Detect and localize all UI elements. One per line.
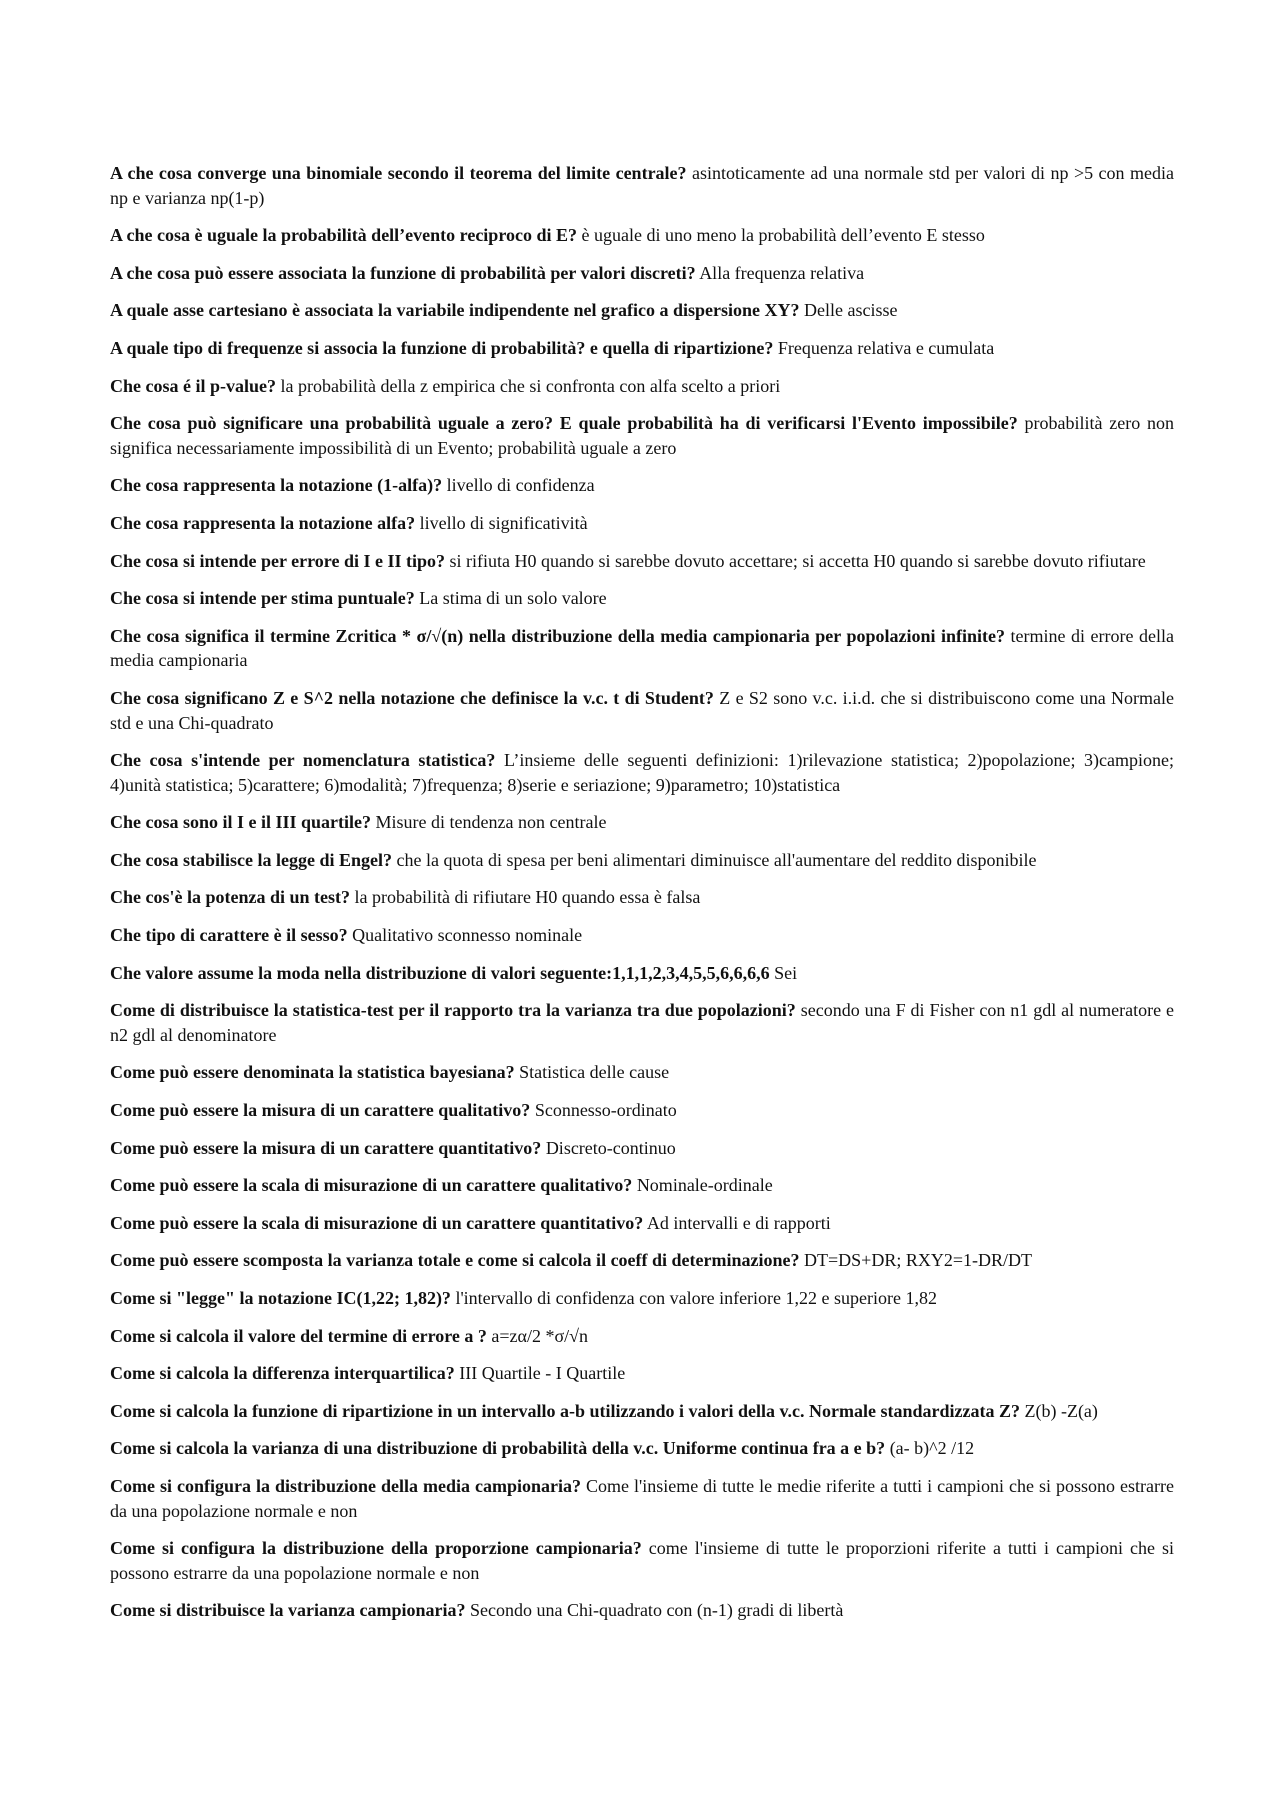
question: Come può essere la misura di un carattere quantitativo? [110,1137,542,1158]
qa-item [110,1286,1174,1311]
answer: probabilità zero non significa necessariamente impossibilità di un Evento; probabilità uguale a zero [110,413,1174,458]
qa-item [110,1136,1174,1161]
question: Che tipo di carattere è il sesso? [110,925,348,946]
question: Come può essere la scala di misurazione di un carattere qualitativo? [110,1175,633,1196]
question: Come si "legge" la notazione IC(1,22; 1,82)? [110,1288,451,1308]
answer: Discreto-continuo [545,1137,676,1158]
answer: livello di confidenza [446,475,595,496]
qa-item [110,1536,1174,1585]
answer: Z(b) -Z(a) [1024,1400,1098,1421]
question: Che cos'è la potenza di un test? [110,887,350,908]
answer: Sei [774,962,798,983]
question: Che cosa significano Z e S^2 nella notazione che definisce la v.c. t di Student? [110,687,714,708]
question: Come si configura la distribuzione della media campionaria? [110,1475,581,1496]
qa-item [110,1248,1174,1273]
question: Che cosa significa il termine Zcritica * σ/√(n) nella distribuzione della media campionaria per popolazioni infinite? [110,625,1006,646]
question: Come si distribuisce la varianza campionaria? [110,1600,466,1621]
qa-item [110,511,1174,536]
answer: Delle ascisse [803,300,898,321]
qa-item [110,161,1174,210]
qa-item [110,374,1174,399]
answer: Sconnesso-ordinato [534,1100,677,1121]
answer: (a- b)^2 /12 [889,1438,975,1459]
qa-item [110,686,1174,735]
qa-item [110,885,1174,910]
qa-item [110,810,1174,835]
question: Che cosa é il p-value? [110,375,276,396]
question: Che cosa rappresenta la notazione alfa? [110,512,416,533]
answer: DT=DS+DR; RXY2=1-DR/DT [804,1250,1032,1271]
question: A quale asse cartesiano è associata la variabile indipendente nel grafico a dispersione XY? [110,300,800,321]
answer: Qualitativo sconnesso nominale [352,925,583,946]
answer: Statistica delle cause [519,1062,670,1083]
answer: Frequenza relativa e cumulata [777,337,995,358]
qa-item [110,411,1174,460]
qa-item [110,1598,1174,1623]
answer: si rifiuta H0 quando si sarebbe dovuto accettare; si accetta H0 quando si sarebbe dovuto rifiutare [449,550,1146,571]
question: Come di distribuisce la statistica-test per il rapporto tra la varianza tra due popolazioni? [110,1000,796,1021]
qa-item [110,223,1174,248]
answer: che la quota di spesa per beni alimentari diminuisce all'aumentare del reddito disponibile [396,849,1037,870]
question: Che cosa si intende per errore di I e II tipo? [110,550,445,571]
question: Come si calcola la varianza di una distribuzione di probabilità della v.c. Uniforme continua fra a e b? [110,1438,886,1459]
qa-item [110,549,1174,574]
qa-item [110,998,1174,1047]
answer: l'intervallo di confidenza con valore inferiore 1,22 e superiore 1,82 [455,1288,937,1308]
answer: La stima di un solo valore [419,588,607,609]
qa-item [110,298,1174,323]
qa-item [110,1324,1174,1349]
qa-item [110,1361,1174,1386]
qa-item [110,1173,1174,1198]
qa-item [110,1474,1174,1523]
qa-item [110,1060,1174,1085]
answer: III Quartile - I Quartile [459,1363,626,1384]
question: Che cosa sono il I e il III quartile? [110,812,372,833]
answer: Misure di tendenza non centrale [375,812,607,833]
answer: asintoticamente ad una normale std per valori di np >5 con media np e varianza np(1-p) [110,163,1174,208]
question: Come può essere la scala di misurazione di un carattere quantitativo? [110,1212,644,1233]
qa-item [110,261,1174,286]
answer: a=zα/2 *σ/√n [491,1325,589,1346]
answer: Z e S2 sono v.c. i.i.d. che si distribuiscono come una Normale std e una Chi-quadrato [110,687,1174,733]
answer: Secondo una Chi-quadrato con (n-1) gradi di libertà [469,1600,844,1621]
answer: come l'insieme di tutte le proporzioni riferite a tutti i campioni che si possono estrarre da una popolazione normale e non [110,1538,1174,1583]
question: A che cosa può essere associata la funzione di probabilità per valori discreti? [110,262,696,283]
answer: termine di errore della media campionaria [110,625,1174,671]
answer: Come l'insieme di tutte le medie riferite a tutti i campioni che si possono estrarre da una popolazione normale e non [110,1475,1174,1521]
answer: livello di significatività [419,512,588,533]
answer: la probabilità di rifiutare H0 quando essa è falsa [354,887,701,908]
question: Che cosa si intende per stima puntuale? [110,588,415,609]
question: Che cosa stabilisce la legge di Engel? [110,849,392,870]
qa-item [110,473,1174,498]
qa-item [110,624,1174,673]
question: Come si configura la distribuzione della proporzione campionaria? [110,1538,642,1559]
question: Come può essere scomposta la varianza totale e come si calcola il coeff di determinazione? [110,1250,800,1271]
answer: è uguale di uno meno la probabilità dell’evento E stesso [581,225,985,246]
question: Come si calcola la funzione di ripartizione in un intervallo a-b utilizzando i valori della v.c. Normale standardizzata Z? [110,1400,1020,1421]
qa-item [110,336,1174,361]
answer: Alla frequenza relativa [699,262,865,283]
qa-item [110,1399,1174,1424]
answer: secondo una F di Fisher con n1 gdl al numeratore e n2 gdl al denominatore [110,1000,1174,1045]
question: Come può essere denominata la statistica bayesiana? [110,1062,515,1083]
qa-item [110,1098,1174,1123]
question: Come si calcola la differenza interquartilica? [110,1363,455,1384]
answer: la probabilità della z empirica che si confronta con alfa scelto a priori [280,375,781,396]
question: Che cosa rappresenta la notazione (1-alfa)? [110,475,443,496]
question: Come può essere la misura di un carattere qualitativo? [110,1100,531,1121]
question: A che cosa converge una binomiale secondo il teorema del limite centrale? [110,163,687,183]
qa-item [110,848,1174,873]
qa-item [110,1211,1174,1236]
answer: Ad intervalli e di rapporti [646,1212,831,1233]
qa-item [110,961,1174,986]
qa-document [110,161,1174,1636]
question: Che cosa s'intende per nomenclatura statistica? [110,750,496,771]
answer: Nominale-ordinale [636,1175,773,1196]
qa-item [110,923,1174,948]
question: Che cosa può significare una probabilità uguale a zero? E quale probabilità ha di verificarsi l'Evento impossibile? [110,413,1018,434]
question: A che cosa è uguale la probabilità dell’evento reciproco di E? [110,225,577,246]
answer: L’insieme delle seguenti definizioni: 1)rilevazione statistica; 2)popolazione; 3)campione; 4)unità statistica; 5)carattere; 6)modalità; 7)frequenza; 8)serie e seriazione; 9)parametro; 10)statistica [110,750,1174,795]
qa-item [110,748,1174,797]
question: Che valore assume la moda nella distribuzione di valori seguente:1,1,1,2,3,4,5,5,6,6,6,6 [110,962,770,983]
qa-item [110,1436,1174,1461]
qa-item [110,586,1174,611]
question: Come si calcola il valore del termine di errore a ? [110,1325,487,1346]
question: A quale tipo di frequenze si associa la funzione di probabilità? e quella di ripartizione? [110,337,774,358]
